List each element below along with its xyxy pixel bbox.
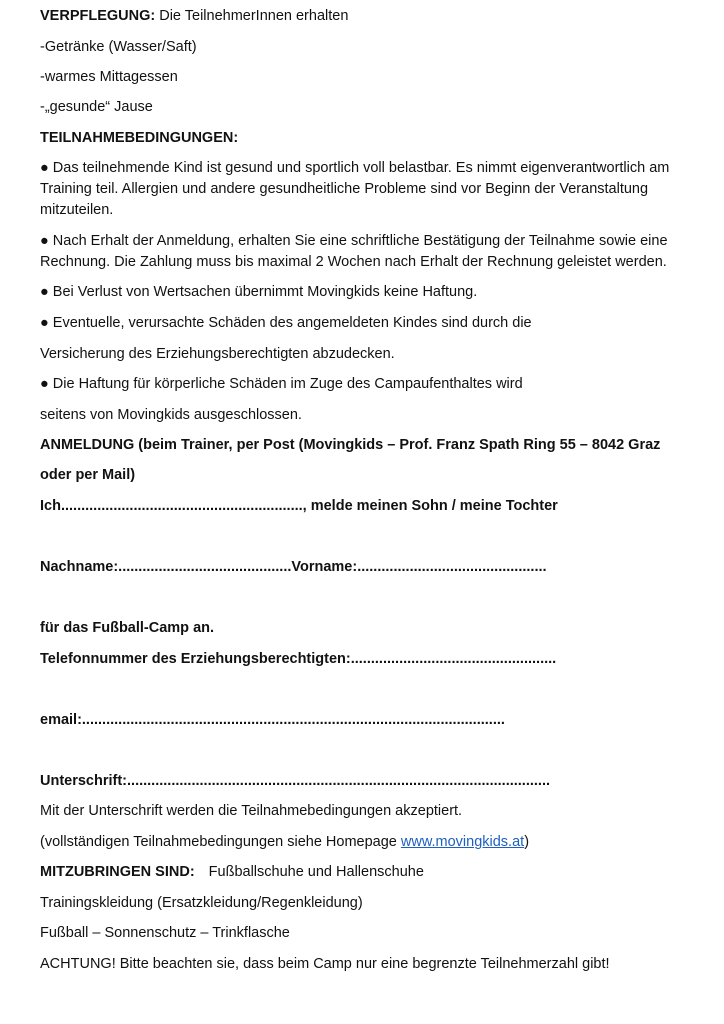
homepage-prefix: (vollständigen Teilnahmebedingungen siehe Homepage — [40, 834, 401, 850]
teilnahme-paragraph-4a: ● Eventuelle, verursachte Schäden des angemeldeten Kindes sind durch die — [40, 315, 532, 331]
verpflegung-intro: Die TeilnehmerInnen erhalten — [155, 8, 349, 24]
verpflegung-item-3: -„gesunde“ Jause — [40, 99, 153, 115]
anmeldung-akzept-line: Mit der Unterschrift werden die Teilnahmebedingungen akzeptiert. — [40, 803, 463, 819]
anmeldung-email-line: email:......................................................................................................... — [40, 712, 505, 728]
anmeldung-ich-line: Ich............................................................, melde meinen Sohn / meine Tochter — [40, 498, 558, 514]
mitbringen-line — [40, 862, 424, 883]
mitbringen-item-3: Fußball – Sonnenschutz – Trinkflasche — [40, 925, 290, 941]
homepage-suffix: ) — [524, 834, 530, 850]
anmeldung-homepage-line — [40, 832, 529, 853]
homepage-link[interactable]: www.movingkids.at — [400, 834, 525, 850]
teilnahme-heading: TEILNAHMEBEDINGUNGEN: — [40, 130, 239, 146]
anmeldung-unterschrift-line: Unterschrift:......................................................................................................... — [40, 773, 551, 789]
anmeldung-telefon-line: Telefonnummer des Erziehungsberechtigten:................................................... — [40, 651, 557, 667]
mitbringen-item-2: Trainingskleidung (Ersatzkleidung/Regenkleidung) — [40, 895, 363, 911]
verpflegung-heading: VERPFLEGUNG: — [40, 8, 156, 24]
teilnahme-paragraph-5a: ● Die Haftung für körperliche Schäden im Zuge des Campaufenthaltes wird — [40, 376, 523, 392]
anmeldung-camp-line: für das Fußball-Camp an. — [40, 620, 215, 636]
teilnahme-paragraph-2: ● Nach Erhalt der Anmeldung, erhalten Sie eine schriftliche Bestätigung der Teilnahme sowie eine Rechnung. Die Zahlung muss bis maximal 2 Wochen nach Erhalt der Rechnung geleistet werden. — [40, 233, 668, 270]
anmeldung-heading-1: ANMELDUNG (beim Trainer, per Post (Movingkids – Prof. Franz Spath Ring 55 – 8042 Graz — [40, 437, 661, 453]
achtung-note: ACHTUNG! Bitte beachten sie, dass beim Camp nur eine begrenzte Teilnehmerzahl gibt! — [40, 956, 610, 972]
verpflegung-line — [40, 6, 348, 27]
teilnahme-paragraph-1: ● Das teilnehmende Kind ist gesund und sportlich voll belastbar. Es nimmt eigenverantwortlich am Training teil. Allergien und andere gesundheitliche Probleme sind vor Beginn der Veranstaltung mitzuteilen. — [40, 160, 670, 218]
anmeldung-name-line: Nachname:...........................................Vorname:............................................... — [40, 559, 547, 575]
teilnahme-paragraph-4b: Versicherung des Erziehungsberechtigten abzudecken. — [40, 346, 395, 362]
mitbringen-item-1: Fußballschuhe und Hallenschuhe — [208, 864, 424, 880]
teilnahme-paragraph-3: ● Bei Verlust von Wertsachen übernimmt Movingkids keine Haftung. — [40, 284, 478, 300]
verpflegung-item-2: -warmes Mittagessen — [40, 69, 178, 85]
anmeldung-heading-2: oder per Mail) — [40, 467, 136, 483]
teilnahme-paragraph-5b: seitens von Movingkids ausgeschlossen. — [40, 407, 302, 423]
mitbringen-heading: MITZUBRINGEN SIND: — [40, 864, 195, 880]
verpflegung-item-1: -Getränke (Wasser/Saft) — [40, 39, 197, 55]
